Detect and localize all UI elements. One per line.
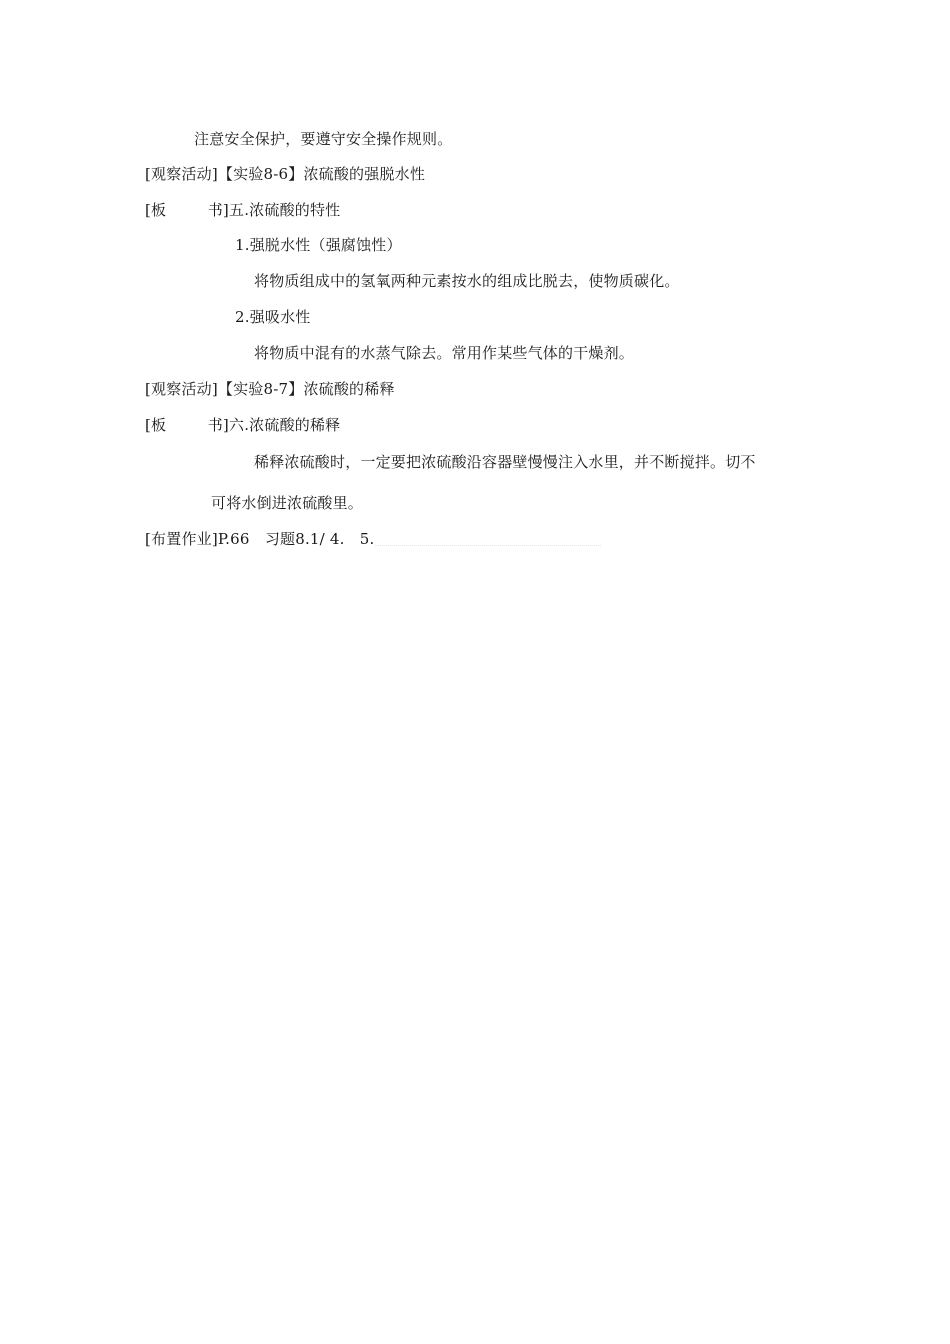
board-label (145, 415, 229, 435)
board-note-2 (145, 415, 340, 435)
observation-activity-2 (145, 379, 395, 399)
safety-note: 注意安全保护，要遵守安全操作规则。 (194, 130, 453, 148)
observation-label: [观察活动] (145, 165, 218, 183)
observation-activity-1 (145, 164, 425, 184)
dilution-instruction-line-2: 可将水倒进浓硫酸里。 (211, 494, 364, 512)
board-note-1 (145, 200, 340, 220)
board-label-open: [板 (145, 416, 167, 434)
item-2-description: 将物质中混有的水蒸气除去。常用作某些气体的干燥剂。 (254, 344, 635, 362)
board-label-close: 书] (207, 201, 229, 219)
trailing-rule (375, 535, 601, 546)
item-1-description: 将物质组成中的氢氧两种元素按水的组成比脱去，使物质碳化。 (254, 272, 680, 290)
item-2-title: 2.强吸水性 (235, 308, 311, 326)
observation-text: 【实验8-7】浓硫酸的稀释 (217, 380, 395, 398)
dilution-instruction-line-1: 稀释浓硫酸时，一定要把浓硫酸沿容器壁慢慢注入水里，并不断搅拌。切不 (254, 453, 756, 471)
observation-label: [观察活动] (145, 380, 218, 398)
board-label (145, 200, 229, 220)
homework-label: [布置作业] (145, 530, 218, 548)
board-label-open: [板 (145, 201, 167, 219)
board-heading: 五.浓硫酸的特性 (229, 201, 341, 219)
board-heading: 六.浓硫酸的稀释 (229, 416, 341, 434)
observation-text: 【实验8-6】浓硫酸的强脱水性 (217, 165, 426, 183)
homework-text: P.66 习题8.1/ 4. 5. (217, 530, 375, 548)
homework-assignment (145, 529, 601, 549)
item-1-title: 1.强脱水性（强腐蚀性） (235, 236, 402, 254)
board-label-close: 书] (207, 416, 229, 434)
